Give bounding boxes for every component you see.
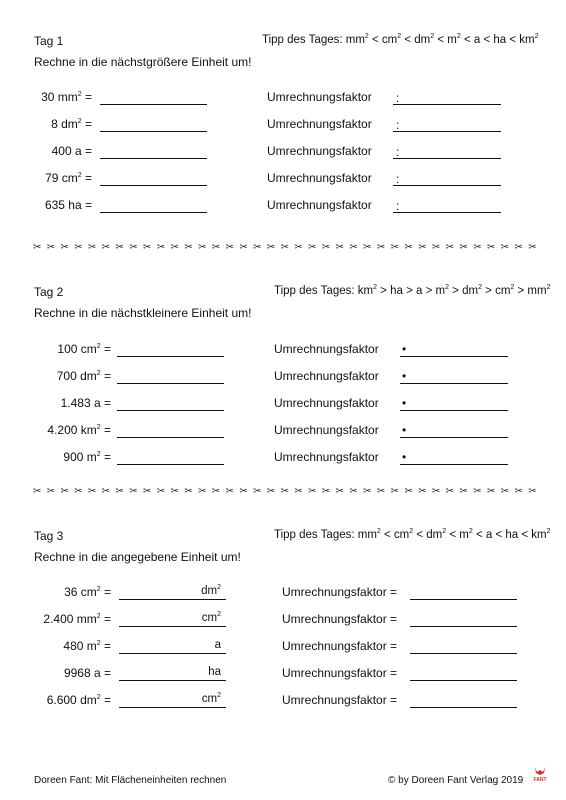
task-3-3-target-unit: a — [214, 639, 221, 651]
task-3-1-expression: 36 $cm^2$ = — [64, 585, 111, 599]
task-2-4-factor-label: Umrechnungsfaktor — [274, 423, 379, 437]
task-1-3-expression: 400 a = — [51, 144, 92, 158]
task-1-3-factor-prefix: : — [396, 145, 400, 159]
task-2-3-factor-line[interactable] — [400, 410, 508, 411]
task-1-4-factor-label: Umrechnungsfaktor — [267, 171, 372, 185]
task-2-3-factor-prefix: • — [402, 396, 407, 410]
section-1-instruction: Rechne in die nächstgrößere Einheit um! — [34, 55, 252, 69]
task-3-2-factor-line[interactable] — [410, 626, 517, 627]
task-2-2-factor-prefix: • — [402, 369, 407, 383]
publisher-logo — [532, 766, 548, 786]
task-3-4-factor-label: Umrechnungsfaktor = — [282, 666, 398, 680]
task-2-3-answer-line[interactable] — [117, 410, 224, 411]
task-2-2-expression: 700 $dm^2$ = — [56, 369, 111, 383]
task-3-1-answer-line[interactable] — [119, 599, 226, 600]
task-3-3-factor-label: Umrechnungsfaktor = — [282, 639, 398, 653]
section-2-title: Tag 2 — [34, 285, 64, 299]
task-1-5-answer-line[interactable] — [100, 212, 207, 213]
cut-line-1: ✂ ✂ ✂ ✂ ✂ ✂ ✂ ✂ ✂ ✂ ✂ ✂ ✂ ✂ ✂ ✂ ✂ ✂ ✂ ✂ ✂ ✂ ✂ ✂ ✂ ✂ ✂ ✂ ✂ ✂ ✂ ✂ ✂ ✂ ✂ ✂ ✂ — [33, 242, 538, 253]
footer-copyright: © by Doreen Fant Verlag 2019 — [388, 775, 524, 786]
task-1-1-factor-line[interactable] — [393, 104, 501, 105]
task-3-3-answer-line[interactable] — [119, 653, 226, 654]
task-2-3-expression: 1.483 a = — [60, 396, 111, 410]
task-1-2-factor-line[interactable] — [393, 131, 501, 132]
task-2-2-answer-line[interactable] — [117, 383, 224, 384]
task-1-2-answer-line[interactable] — [100, 131, 207, 132]
task-3-2-target-unit: $cm^2$ — [201, 611, 221, 624]
task-1-4-factor-line[interactable] — [393, 185, 501, 186]
task-3-1-factor-label: Umrechnungsfaktor = — [282, 585, 398, 599]
task-2-4-factor-prefix: • — [402, 423, 407, 437]
section-1-title: Tag 1 — [34, 34, 64, 48]
task-3-2-factor-label: Umrechnungsfaktor = — [282, 612, 398, 626]
task-2-5-factor-label: Umrechnungsfaktor — [274, 450, 379, 464]
task-2-3-factor-label: Umrechnungsfaktor — [274, 396, 379, 410]
task-1-5-expression: 635 ha = — [44, 198, 92, 212]
task-1-1-expression: 30 $mm^2$ = — [41, 90, 92, 104]
task-3-1-factor-line[interactable] — [410, 599, 517, 600]
task-1-5-factor-label: Umrechnungsfaktor — [267, 198, 372, 212]
task-2-4-factor-line[interactable] — [400, 437, 508, 438]
task-3-5-factor-line[interactable] — [410, 707, 517, 708]
publisher-logo-text: FANT — [533, 777, 547, 783]
section-3-instruction: Rechne in die angegebene Einheit um! — [34, 550, 241, 564]
task-1-2-expression: 8 $dm^2$ = — [51, 117, 92, 131]
task-2-4-expression: 4.200 $km^2$ = — [47, 423, 111, 437]
task-2-2-factor-line[interactable] — [400, 383, 508, 384]
task-2-5-answer-line[interactable] — [117, 464, 224, 465]
task-2-1-answer-line[interactable] — [117, 356, 224, 357]
task-1-4-expression: 79 $cm^2$ = — [45, 171, 92, 185]
task-1-5-factor-prefix: : — [396, 199, 400, 213]
cut-line-2: ✂ ✂ ✂ ✂ ✂ ✂ ✂ ✂ ✂ ✂ ✂ ✂ ✂ ✂ ✂ ✂ ✂ ✂ ✂ ✂ ✂ ✂ ✂ ✂ ✂ ✂ ✂ ✂ ✂ ✂ ✂ ✂ ✂ ✂ ✂ ✂ ✂ — [33, 486, 538, 497]
task-3-5-expression: 6.600 $dm^2$ = — [46, 693, 111, 707]
task-2-1-expression: 100 $cm^2$ = — [57, 342, 111, 356]
task-3-4-answer-line[interactable] — [119, 680, 226, 681]
section-2-instruction: Rechne in die nächstkleinere Einheit um! — [34, 306, 252, 320]
task-2-1-factor-label: Umrechnungsfaktor — [274, 342, 379, 356]
section-2-tip: Tipp des Tages: $km^2$ > ha > $a > m^2 > dm^2 > cm^2 > mm^2$ — [274, 284, 551, 297]
task-2-4-answer-line[interactable] — [117, 437, 224, 438]
task-3-4-expression: 9968 a = — [63, 666, 111, 680]
task-3-1-target-unit: $dm^2$ — [201, 584, 221, 597]
task-3-4-factor-line[interactable] — [410, 680, 517, 681]
task-1-3-factor-line[interactable] — [393, 158, 501, 159]
task-1-3-factor-label: Umrechnungsfaktor — [267, 144, 372, 158]
task-3-2-expression: 2.400 $mm^2$ = — [43, 612, 111, 626]
task-2-2-factor-label: Umrechnungsfaktor — [274, 369, 379, 383]
task-1-2-factor-prefix: : — [396, 118, 400, 132]
task-2-1-factor-prefix: • — [402, 342, 407, 356]
task-1-5-factor-line[interactable] — [393, 212, 501, 213]
task-1-3-answer-line[interactable] — [100, 158, 207, 159]
task-3-3-factor-line[interactable] — [410, 653, 517, 654]
task-1-1-factor-prefix: : — [396, 91, 400, 105]
task-3-5-factor-label: Umrechnungsfaktor = — [282, 693, 398, 707]
footer-left: Doreen Fant: Mit Flächeneinheiten rechnen — [34, 775, 227, 786]
task-1-1-factor-label: Umrechnungsfaktor — [267, 90, 372, 104]
task-1-4-answer-line[interactable] — [100, 185, 207, 186]
task-2-5-factor-prefix: • — [402, 450, 407, 464]
task-2-5-factor-line[interactable] — [400, 464, 508, 465]
section-3-tip: Tipp des Tages: $mm^2 < cm^2 < dm^2 < m^2 < a$ < ha < $km^2$ — [274, 528, 551, 541]
task-2-5-expression: 900 $m^2$ = — [63, 450, 111, 464]
section-1-tip: Tipp des Tages: $mm^2 < cm^2 < dm^2 < m^2 < a$ < ha < $km^2$ — [262, 33, 539, 46]
task-1-1-answer-line[interactable] — [100, 104, 207, 105]
task-3-5-answer-line[interactable] — [119, 707, 226, 708]
task-3-2-answer-line[interactable] — [119, 626, 226, 627]
task-3-4-target-unit: ha — [208, 666, 221, 678]
section-3-title: Tag 3 — [34, 529, 64, 543]
task-2-1-factor-line[interactable] — [400, 356, 508, 357]
task-1-4-factor-prefix: : — [396, 172, 400, 186]
task-3-3-expression: 480 $m^2$ = — [63, 639, 111, 653]
task-1-2-factor-label: Umrechnungsfaktor — [267, 117, 372, 131]
task-3-5-target-unit: $cm^2$ — [201, 692, 221, 705]
